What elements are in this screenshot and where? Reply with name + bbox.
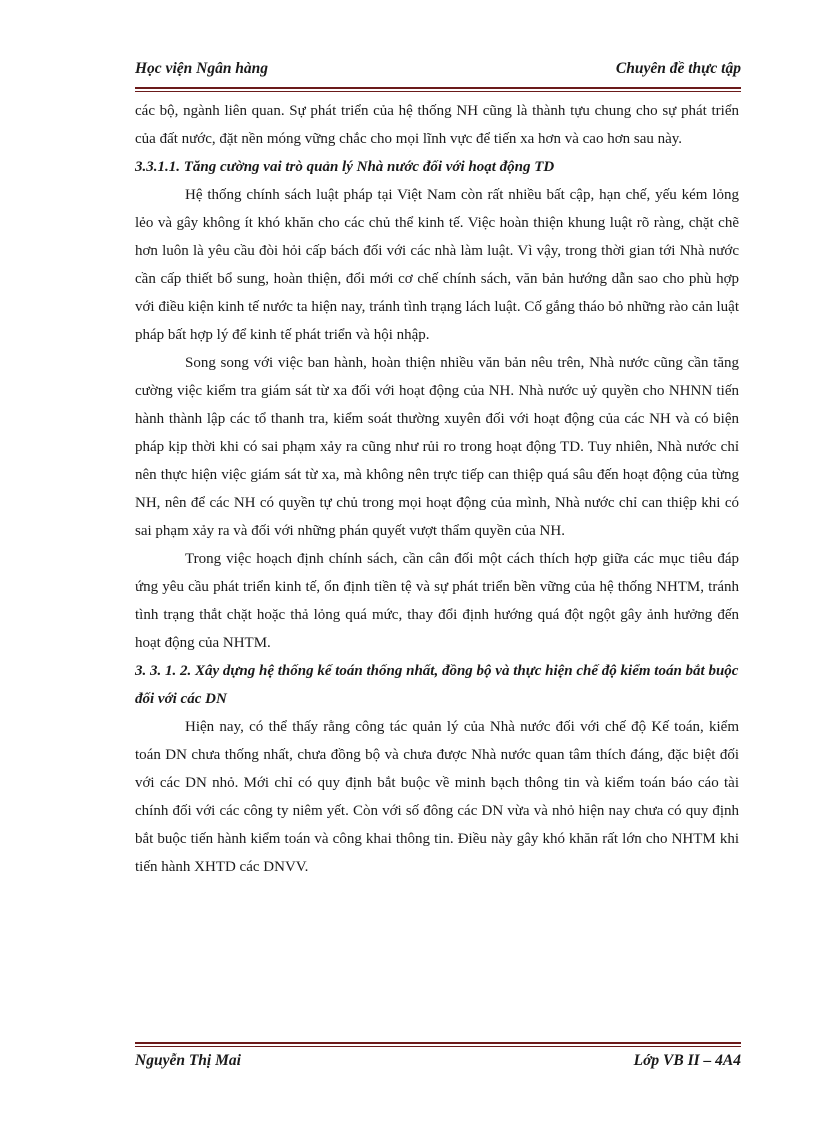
footer-divider: [135, 1042, 741, 1047]
footer-author: Nguyễn Thị Mai: [135, 1052, 241, 1069]
page-footer: [135, 1052, 741, 1076]
paragraph-accounting: Hiện nay, có thể thấy rằng công tác quản lý của Nhà nước đối với chế độ Kế toán, kiểm toán DN chưa thống nhất, chưa đồng bộ và chưa được Nhà nước quan tâm thích đáng, đặc biệt đối với các DN nhỏ. Mới chỉ có quy định bắt buộc về minh bạch thông tin và kiểm toán báo cáo tài chính đối với các công ty niêm yết. Còn với số đông các DN vừa và nhỏ hiện nay chưa có quy định bắt buộc tiến hành kiểm toán và công khai thông tin. Điều này gây khó khăn rất lớn cho NHTM khi tiến hành XHTD các DNVV.: [135, 719, 739, 875]
page-header: [135, 60, 741, 84]
section-heading-3-3-1-2: 3. 3. 1. 2. Xây dựng hệ thống kế toán thống nhất, đồng bộ và thực hiện chế độ kiểm toán bắt buộc đối với các DN: [135, 663, 739, 707]
page-body: [135, 97, 739, 881]
paragraph-intro: các bộ, ngành liên quan. Sự phát triển của hệ thống NH cũng là thành tựu chung cho sự phát triển của đất nước, đặt nền móng vững chắc cho mọi lĩnh vực để tiến xa hơn và cao hơn sau này.: [135, 103, 739, 147]
header-divider: [135, 87, 741, 92]
paragraph-supervision: Song song với việc ban hành, hoàn thiện nhiều văn bản nêu trên, Nhà nước cũng cần tăng cường việc kiểm tra giám sát từ xa đối với hoạt động của NH. Nhà nước uỷ quyền cho NHNN tiến hành thành lập các tổ thanh tra, kiểm soát thường xuyên đối với hoạt động của các NH và có biện pháp kịp thời khi có sai phạm xảy ra cũng như rủi ro trong hoạt động TD. Tuy nhiên, Nhà nước chỉ nên thực hiện việc giám sát từ xa, mà không nên trực tiếp can thiệp quá sâu đến hoạt động của từng NH, nên để các NH có quyền tự chủ trong mọi hoạt động của mình, Nhà nước chỉ can thiệp khi có sai phạm xảy ra và đối với những phán quyết vượt thẩm quyền của NH.: [135, 355, 739, 539]
paragraph-policy: Trong việc hoạch định chính sách, cần cân đối một cách thích hợp giữa các mục tiêu đáp ứng yêu cầu phát triển kinh tế, ổn định tiền tệ và sự phát triển bền vững của hệ thống NHTM, tránh tình trạng thắt chặt hoặc thả lỏng quá mức, thay đổi định hướng quá đột ngột gây ảnh hưởng đến hoạt động của NHTM.: [135, 551, 739, 651]
header-institution: Học viện Ngân hàng: [135, 60, 269, 77]
paragraph-legal-system: Hệ thống chính sách luật pháp tại Việt Nam còn rất nhiều bất cập, hạn chế, yếu kém lỏng lẻo và gây không ít khó khăn cho các chủ thể kinh tế. Việc hoàn thiện khung luật rõ ràng, chặt chẽ hơn luôn là yêu cầu đòi hỏi cấp bách đối với các nhà làm luật. Vì vậy, trong thời gian tới Nhà nước cần cấp thiết bổ sung, hoàn thiện, đổi mới cơ chế chính sách, văn bản hướng dẫn sao cho phù hợp với điều kiện kinh tế nước ta hiện nay, tránh tình trạng lách luật. Cố gắng tháo bỏ những rào cản luật pháp bất hợp lý để kinh tế phát triển và hội nhập.: [135, 187, 739, 343]
footer-class: Lớp VB II – 4A4: [633, 1052, 741, 1069]
header-document-type: Chuyên đề thực tập: [615, 60, 741, 77]
section-heading-3-3-1-1: 3.3.1.1. Tăng cường vai trò quản lý Nhà nước đối với hoạt động TD: [135, 159, 555, 175]
